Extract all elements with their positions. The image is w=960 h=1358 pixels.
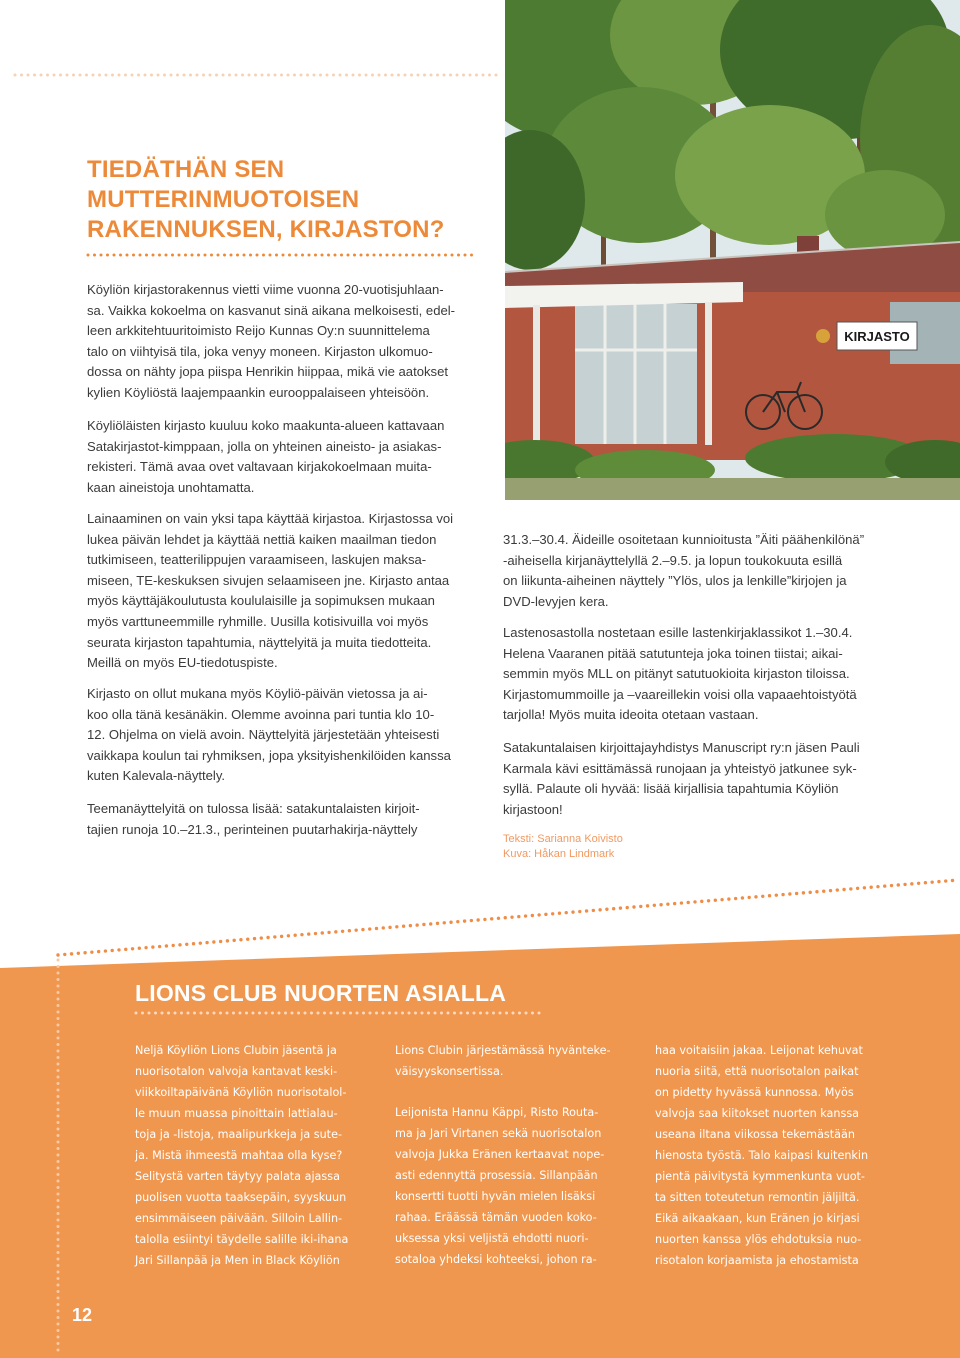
article-paragraph-7 (503, 623, 857, 726)
text-line: Köyliön kirjastorakennus vietti viime vuonna 20-vuotisjuhlaan- (87, 282, 444, 297)
text-line: Neljä Köyliön Lions Clubin jäsentä ja (135, 1044, 337, 1057)
text-line: Kirjasto on ollut mukana myös Köyliö-päivän vietossa ja ai- (87, 686, 428, 701)
text-line: Lainaaminen on vain yksi tapa käyttää kirjastoa. Kirjastossa voi (87, 511, 454, 526)
ground (505, 478, 960, 500)
emblem-icon (816, 329, 830, 343)
text-line: ma ja Jari Virtanen sekä nuorisotalon (395, 1127, 602, 1140)
text-line: Satakirjastot-kimppaan, jolla on yhteinen aineisto- ja asiakas- (87, 438, 442, 454)
text-line: haa voitaisiin jakaa. Leijonat kehuvat (655, 1044, 863, 1057)
text-line: sotaloa yhdeksi kohteeksi, johon ra- (395, 1253, 597, 1266)
text-line: RAKENNUKSEN, KIRJASTON? (87, 216, 445, 243)
lions-section-title: LIONS CLUB NUORTEN ASIALLA (135, 980, 507, 1006)
text-line: Kirjastomummoille ja –vaareillekin voisi olla vapaaehtoistyötä (503, 686, 857, 702)
text-line: toja ja -listoja, maalipurkkeja ja sute- (135, 1128, 342, 1141)
text-line: kylien Köyliöstä laajempaankin eurooppalaiseen yhteisöön. (87, 384, 430, 400)
lions-column-3 (655, 1040, 868, 1271)
text-line: nuoria siitä, että nuorisotalon paikat (655, 1065, 859, 1078)
page-number: 12 (72, 1305, 93, 1325)
text-line: DVD-levyjen kera. (503, 593, 609, 609)
text-line: le muun muassa pinoittain lattialau- (135, 1107, 338, 1120)
text-line: 12. Ohjelma on vielä avoin. Näyttelyitä järjestetään yhteisesti (87, 727, 440, 743)
text-line: Lastenosastolla nostetaan esille lastenkirjaklassikot 1.–30.4. (503, 625, 853, 640)
text-line: hienosta työstä. Talo kaipasi kuitenkin (655, 1149, 869, 1162)
article-paragraph-5 (87, 799, 420, 840)
photo-credits (503, 832, 623, 862)
text-line: 31.3.–30.4. Äideille osoitetaan kunnioitusta ”Äiti päähenkilönä” (503, 532, 865, 547)
text-line: sa. Vaikka kokoelma on kasvanut sinä aikana melkoisesti, edel- (87, 302, 456, 318)
text-line: Teksti: Sarianna Koivisto (503, 833, 623, 845)
text-line: Köyliöläisten kirjasto kuuluu koko maakunta-alueen kattavaan (87, 418, 445, 433)
text-line: kuten Kalevala-näyttely. (87, 768, 226, 784)
text-line: kaan aineistoja unohtamatta. (87, 479, 255, 495)
text-line: pientä päivitystä kymmenkunta vuot- (655, 1170, 865, 1183)
text-line: ja. Mistä ihmeestä mahtaa olla kyse? (135, 1149, 343, 1162)
text-line: puolisen vuotta taaksepäin, syyskuun (135, 1191, 347, 1204)
text-line: miseen, TE-keskuksen sivujen selaamiseen jne. Kirjasto antaa (87, 572, 450, 588)
text-line: useana iltana viikossa tekemästään (655, 1128, 855, 1141)
text-line: risotalon korjaamista ja ehostamista (655, 1254, 859, 1267)
canopy-pillar (705, 302, 712, 445)
text-line: seurata kirjaston tapahtumia, näyttelyitä ja muita tiedotteita. (87, 634, 432, 650)
text-line: valvoja saa kiitokset nuorten kanssa (655, 1107, 860, 1120)
text-line: Jari Sillanpää ja Men in Black Köyliön (135, 1254, 340, 1267)
text-line: leen arkkitehtuuritoimisto Reijo Kunnas Oy:n suunnittelema (87, 323, 430, 339)
text-line: tajien runoja 10.–21.3., perinteinen puutarhakirja-näyttely (87, 821, 418, 837)
article-paragraph-8 (503, 738, 860, 820)
text-line: Selitystä varten täytyy palata ajassa (135, 1170, 340, 1183)
article-paragraph-6 (503, 530, 864, 612)
text-line: on pidetty hyvässä kunnossa. Myös (655, 1086, 854, 1099)
text-line: tarjolla! Myös muita ideoita otetaan vastaan. (503, 707, 759, 723)
library-photo (505, 0, 960, 500)
article-paragraph-1 (87, 280, 455, 404)
text-line: dossa on nähty jopa piispa Henrikin hiippaa, mikä vie aatokset (87, 364, 449, 380)
text-line: semmin myös MLL on pitänyt satutuokioita kirjaston tiloissa. (503, 666, 850, 682)
text-line: rekisteri. Tämä avaa ovet valtavaan kirjakokoelmaan muita- (87, 459, 432, 475)
text-line: koo olla tänä kesänäkin. Olemme avoinna pari tuntia klo 10- (87, 706, 435, 722)
text-line: myös varttuneemmille ryhmille. Uusilla kotisivuilla voi myös (87, 613, 429, 629)
text-line: asti edennyttä prosessia. Sillanpään (395, 1169, 598, 1182)
text-line: TIEDÄTHÄN SEN (87, 156, 285, 183)
text-line: tutkimiseen, teatterilippujen varaamiseen, laskujen maksa- (87, 552, 427, 568)
text-line: kirjastoon! (503, 801, 563, 817)
text-line: Helena Vaaranen pitää satutunteja joka toinen tiistai; aikai- (503, 645, 843, 661)
canopy-pillar (533, 305, 540, 445)
text-line: on liikunta-aiheinen näyttely ”Ylös, ulos ja lenkille”kirjojen ja (503, 573, 847, 589)
text-line: vaikkapa koulun tai ryhmiksen, jopa yksityishenkilöiden kanssa (87, 747, 451, 763)
text-line: Eikä aikaakaan, kun Eränen jo kirjasi (655, 1212, 860, 1225)
text-line: Karmala kävi esittämässä runojaan ja yhteistyö jatkunee syk- (503, 760, 857, 776)
article-paragraph-4 (87, 684, 451, 787)
text-line: viikkoiltapäivänä Köyliön nuorisotalol- (135, 1086, 347, 1099)
text-line: Satakuntalaisen kirjoittajayhdistys Manuscript ry:n jäsen Pauli (503, 740, 860, 755)
text-line: myös käyttäjäkoulutusta koululaisille ja sopimuksen mukaan (87, 593, 435, 609)
text-line: syllä. Palaute oli hyvää: lisää kirjallisia tapahtumia Köyliön (503, 781, 839, 797)
text-line: -aiheisella kirjanäyttelyllä 2.–9.5. ja lopun toukokuuta esillä (503, 552, 843, 568)
library-sign-text: KIRJASTO (844, 329, 910, 344)
text-line: Teemanäyttelyitä on tulossa lisää: satakuntalaisten kirjoit- (87, 801, 420, 816)
text-line: lukea päivän lehdet ja käyttää nettiä kaiken maailman tiedon (87, 531, 437, 547)
text-line: Lions Clubin järjestämässä hyvänteke- (395, 1044, 611, 1057)
text-line: väisyyskonsertissa. (395, 1065, 504, 1078)
text-line: ta sitten toteutetun remontin jäljiltä. (655, 1191, 860, 1204)
text-line: nuorisotalon valvoja kantavat keski- (135, 1065, 338, 1078)
text-line: nuorten kanssa ylös ehdotuksia nuo- (655, 1233, 862, 1246)
text-line: rahaa. Eräässä tämän vuoden koko- (395, 1211, 597, 1224)
text-line: Kuva: Håkan Lindmark (503, 848, 615, 860)
text-line: Meillä on myös EU-tiedotuspiste. (87, 655, 278, 671)
article-heading (87, 155, 445, 245)
text-line: Leijonista Hannu Käppi, Risto Routa- (395, 1106, 599, 1119)
article-paragraph-3 (87, 509, 453, 674)
text-line: MUTTERINMUOTOISEN (87, 186, 360, 213)
lions-column-1 (135, 1040, 348, 1271)
text-line: valvoja Jukka Eränen kertaavat nope- (395, 1148, 605, 1161)
article-paragraph-2 (87, 416, 444, 498)
text-line: ensimmäiseen päivään. Silloin Lallin- (135, 1212, 343, 1225)
text-line: konsertti tuotti hyvän mielen lisäksi (395, 1190, 596, 1203)
text-line: talo on viihtyisä tila, joka venyy moneen. Kirjaston ulkomuo- (87, 343, 433, 359)
text-line: uksessa yksi veljistä ehdotti nuori- (395, 1232, 589, 1245)
lions-column-2-paragraph-2 (395, 1102, 604, 1270)
text-line: talolla esiintyi täydelle salille iki-ihana (135, 1233, 349, 1246)
lions-column-2-paragraph-1 (395, 1040, 611, 1082)
